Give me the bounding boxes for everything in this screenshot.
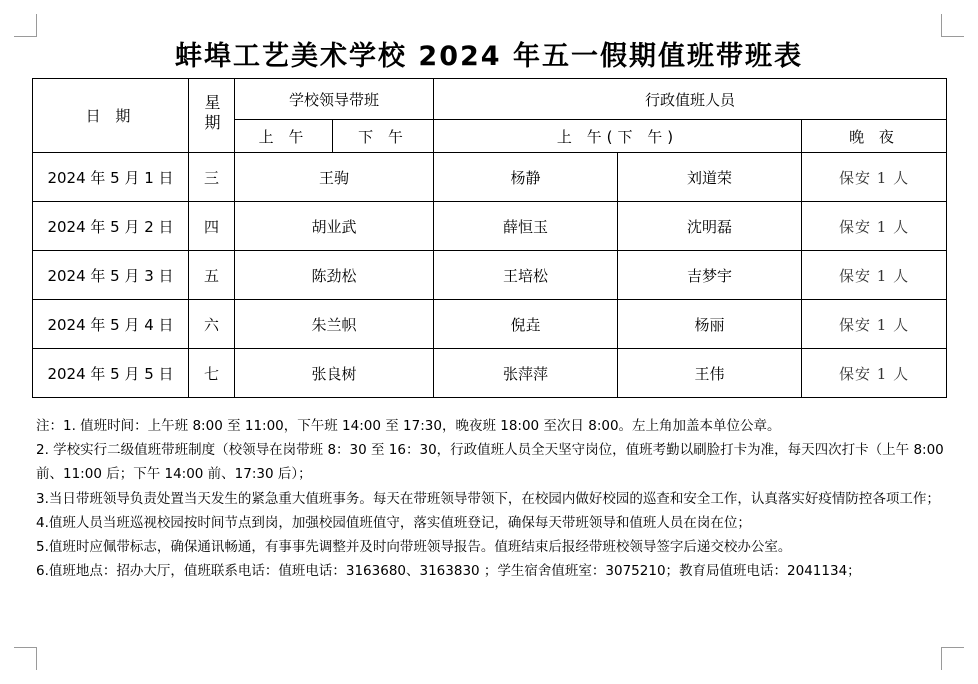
table-row [33,202,947,251]
row-night: 保安 1 人 [802,300,947,349]
row-weekday: 五 [189,251,235,300]
row-staff-2: 刘道荣 [618,153,802,202]
header-row-1 [33,79,947,120]
row-staff-2: 沈明磊 [618,202,802,251]
row-night: 保安 1 人 [802,349,947,398]
row-staff-2: 杨丽 [618,300,802,349]
row-night: 保安 1 人 [802,153,947,202]
row-weekday: 六 [189,300,235,349]
row-weekday: 四 [189,202,235,251]
row-leader: 王驹 [235,153,434,202]
row-leader: 张良树 [235,349,434,398]
row-night: 保安 1 人 [802,202,947,251]
row-date: 2024 年 5 月 4 日 [33,300,189,349]
header-day-shift: 上 午(下 午) [434,120,802,153]
row-date: 2024 年 5 月 3 日 [33,251,189,300]
row-weekday: 三 [189,153,235,202]
row-staff-1: 杨静 [434,153,618,202]
row-leader: 陈劲松 [235,251,434,300]
header-pm: 下 午 [333,120,434,153]
header-date: 日 期 [33,79,189,153]
row-date: 2024 年 5 月 5 日 [33,349,189,398]
crop-mark-bottom-right [941,647,964,670]
header-night: 晚 夜 [802,120,947,153]
header-am: 上 午 [235,120,333,153]
note-item: 6.值班地点：招办大厅，值班联系电话：值班电话：3163680、3163830 ；学生宿舍值班室：3075210；教育局值班电话：2041134； [36,563,861,580]
row-night: 保安 1 人 [802,251,947,300]
row-staff-1: 张萍萍 [434,349,618,398]
note-item: 注：1. 值班时间：上午班 8:00 至 11:00，下午班 14:00 至 17:30，晚夜班 18:00 至次日 8:00。左上角加盖本单位公章。 [36,418,781,434]
table-row [33,153,947,202]
table-row [33,251,947,300]
row-leader: 朱兰帜 [235,300,434,349]
crop-mark-bottom-left [14,647,37,670]
row-staff-1: 倪垚 [434,300,618,349]
header-leader-group: 学校领导带班 [235,79,434,120]
note-item: 4.值班人员当班巡视校园按时间节点到岗，加强校园值班值守，落实值班登记，确保每天带班领导和值班人员在岗在位； [36,514,751,531]
note-item: 5.值班时应佩带标志，确保通讯畅通，有事事先调整并及时向带班领导报告。值班结束后报经带班校领导签字后递交校办公室。 [36,539,792,556]
row-staff-1: 薛恒玉 [434,202,618,251]
row-staff-2: 王伟 [618,349,802,398]
row-date: 2024 年 5 月 1 日 [33,153,189,202]
table-row [33,300,947,349]
row-staff-1: 王培松 [434,251,618,300]
row-leader: 胡业武 [235,202,434,251]
notes-section [36,414,944,583]
note-item: 2. 学校实行二级值班带班制度（校领导在岗带班 8：30 至 16：30，行政值班人员全天坚守岗位，值班考勤以刷脸打卡为准，每天四次打卡（上午 8:00 前、11:00 后；下午 14:00 前、17:30 后）； [36,442,944,483]
header-admin-group: 行政值班人员 [434,79,947,120]
note-item: 3.当日带班领导负责处置当天发生的紧急重大值班事务。每天在带班领导带领下，在校园内做好校园的巡查和安全工作，认真落实好疫情防控各项工作； [36,490,940,507]
table-row [33,349,947,398]
header-weekday: 星期 [189,79,235,153]
row-date: 2024 年 5 月 2 日 [33,202,189,251]
row-weekday: 七 [189,349,235,398]
row-staff-2: 吉梦宇 [618,251,802,300]
document-title: 蚌埠工艺美术学校 2024 年五一假期值班带班表 [175,41,803,72]
duty-schedule-table [32,78,947,398]
